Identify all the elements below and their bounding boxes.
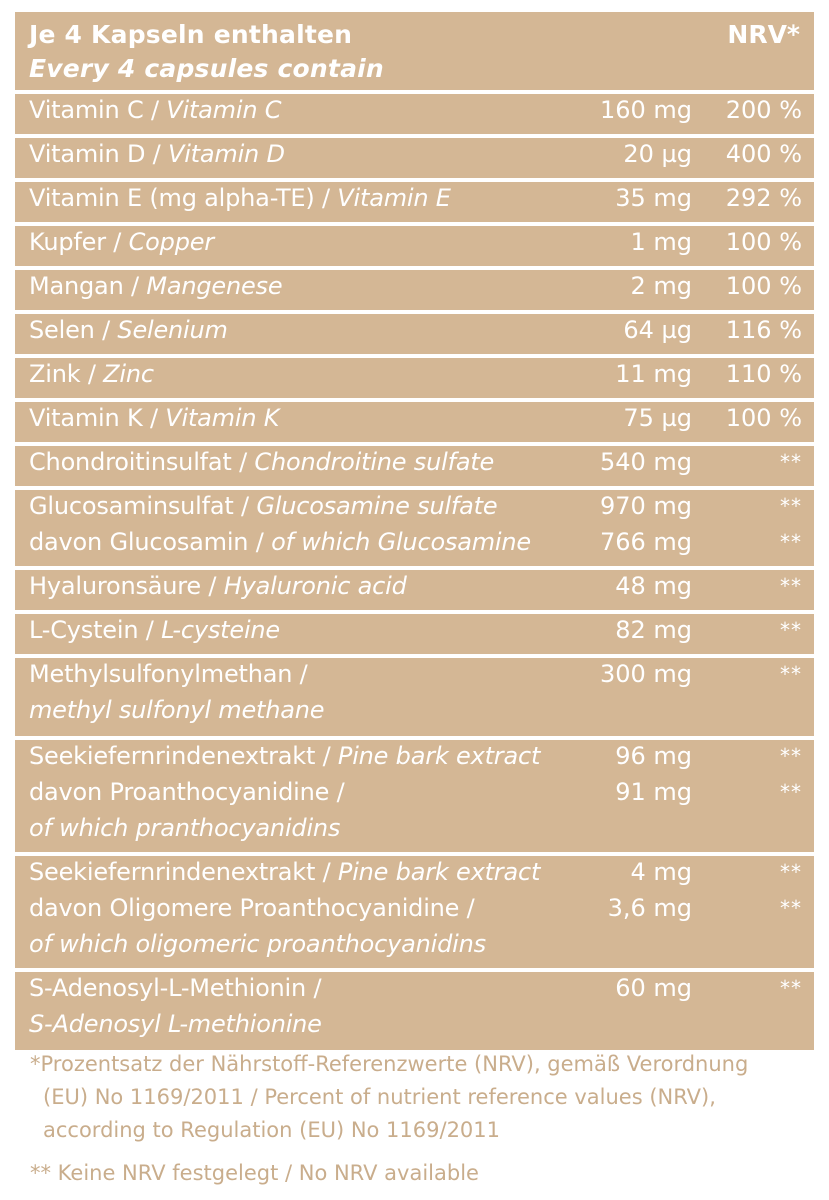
ingredient-amount: 160 mg	[599, 96, 692, 124]
ingredient-name	[29, 1010, 322, 1038]
ingredient-amount: 3,6 mg	[607, 894, 692, 922]
row-line	[15, 740, 814, 776]
name-separator: /	[143, 96, 167, 124]
table-row	[15, 856, 814, 968]
ingredient-nrv: 100 %	[725, 228, 802, 256]
ingredient-name	[29, 184, 451, 212]
name-separator: /	[231, 448, 255, 476]
ingredient-amount: 82 mg	[615, 616, 692, 644]
ingredient-nrv: 116 %	[725, 316, 802, 344]
no-nrv-footnote: ** Keine NRV festgelegt / No NRV available	[30, 1161, 479, 1185]
name-separator: /	[123, 272, 147, 300]
ingredient-amount: 300 mg	[599, 660, 692, 688]
ingredient-name-de: L-Cystein	[29, 616, 139, 644]
ingredient-name	[29, 96, 281, 124]
ingredient-name	[29, 528, 531, 556]
ingredient-nrv: **	[780, 574, 802, 598]
nrv-footnote-line-2: (EU) No 1169/2011 / Percent of nutrient reference values (NRV),	[43, 1085, 716, 1109]
row-line	[15, 658, 814, 694]
table-row	[15, 570, 814, 610]
ingredient-amount: 35 mg	[615, 184, 692, 212]
ingredient-amount: 60 mg	[615, 974, 692, 1002]
ingredient-name-en: L-cysteine	[161, 616, 280, 644]
table-row	[15, 270, 814, 310]
ingredient-name-de: Vitamin D	[29, 140, 146, 168]
table-row	[15, 614, 814, 654]
ingredient-name	[29, 814, 340, 842]
row-line	[15, 94, 814, 130]
row-line	[15, 526, 814, 562]
ingredient-nrv: **	[780, 860, 802, 884]
ingredient-amount: 75 µg	[623, 404, 692, 432]
ingredient-amount: 540 mg	[599, 448, 692, 476]
ingredient-amount: 11 mg	[615, 360, 692, 388]
ingredient-name-en: methyl sulfonyl methane	[29, 696, 325, 724]
ingredient-name	[29, 572, 407, 600]
row-line	[15, 812, 814, 848]
ingredient-name-de: Vitamin C	[29, 96, 144, 124]
ingredient-nrv: **	[780, 618, 802, 642]
row-line	[15, 402, 814, 438]
ingredient-amount: 766 mg	[599, 528, 692, 556]
row-line	[15, 928, 814, 964]
ingredient-name	[29, 448, 494, 476]
ingredient-name-en: Zinc	[103, 360, 154, 388]
row-line	[15, 490, 814, 526]
ingredient-name-en: Pine bark extract	[337, 858, 541, 886]
ingredient-name-de: Mangan	[29, 272, 124, 300]
ingredient-nrv: **	[780, 896, 802, 920]
row-line	[15, 270, 814, 306]
ingredient-nrv: 100 %	[725, 272, 802, 300]
table-row	[15, 658, 814, 736]
ingredient-name-en: Vitamin E	[337, 184, 451, 212]
ingredient-nrv: **	[780, 662, 802, 686]
row-line	[15, 446, 814, 482]
name-separator: /	[201, 572, 224, 600]
row-line	[15, 182, 814, 218]
name-separator: /	[142, 404, 166, 432]
table-body	[15, 94, 814, 1050]
ingredient-name-de: Chondroitinsulfat	[29, 448, 232, 476]
row-line	[15, 138, 814, 174]
nutrition-table	[15, 12, 814, 1054]
ingredient-amount: 4 mg	[630, 858, 692, 886]
ingredient-name-de: Hyaluronsäure	[29, 572, 201, 600]
ingredient-name	[29, 272, 282, 300]
table-row	[15, 182, 814, 222]
table-row	[15, 740, 814, 852]
name-separator: /	[138, 616, 162, 644]
ingredient-amount: 96 mg	[615, 742, 692, 770]
ingredient-name-de: Selen	[29, 316, 95, 344]
ingredient-amount: 1 mg	[630, 228, 692, 256]
table-row	[15, 94, 814, 134]
ingredient-name-de: Glucosaminsulfat	[29, 492, 234, 520]
ingredient-amount: 20 µg	[623, 140, 692, 168]
ingredient-name-en: Selenium	[117, 316, 228, 344]
ingredient-name-en: Vitamin C	[166, 96, 282, 124]
ingredient-name	[29, 894, 475, 922]
ingredient-name	[29, 858, 540, 886]
ingredient-name-en: Hyaluronic acid	[223, 572, 407, 600]
table-row	[15, 446, 814, 486]
ingredient-name-en: of which pranthocyanidins	[29, 814, 341, 842]
table-row	[15, 358, 814, 398]
ingredient-nrv: **	[780, 530, 802, 554]
ingredient-name-de: Methylsulfonylmethan /	[29, 660, 308, 688]
name-separator: /	[233, 492, 257, 520]
ingredient-nrv: **	[780, 780, 802, 804]
ingredient-name-en: Mangenese	[146, 272, 283, 300]
name-separator: /	[321, 184, 338, 212]
row-line	[15, 776, 814, 812]
ingredient-name	[29, 316, 228, 344]
ingredient-name	[29, 360, 154, 388]
header-title-de: Je 4 Kapseln enthalten	[29, 20, 353, 49]
ingredient-name	[29, 492, 497, 520]
nrv-footnote	[30, 1048, 748, 1147]
ingredient-name-de: Vitamin K	[29, 404, 143, 432]
ingredient-nrv: **	[780, 976, 802, 1000]
table-header	[15, 12, 814, 90]
ingredient-name	[29, 696, 324, 724]
ingredient-nrv: **	[780, 450, 802, 474]
ingredient-name-en: of which Glucosamine	[271, 528, 531, 556]
header-title-en: Every 4 capsules contain	[29, 54, 384, 83]
ingredient-name-en: Glucosamine sulfate	[256, 492, 498, 520]
ingredient-name	[29, 660, 308, 688]
row-line	[15, 972, 814, 1008]
ingredient-amount: 91 mg	[615, 778, 692, 806]
ingredient-nrv: 100 %	[725, 404, 802, 432]
ingredient-nrv: **	[780, 494, 802, 518]
name-separator: /	[105, 228, 129, 256]
table-row	[15, 490, 814, 566]
row-line	[15, 358, 814, 394]
ingredient-name-en: Copper	[128, 228, 214, 256]
ingredient-name	[29, 228, 214, 256]
ingredient-name-en: Vitamin D	[168, 140, 285, 168]
row-line	[15, 892, 814, 928]
ingredient-name	[29, 404, 279, 432]
ingredient-name-en: of which oligomeric proanthocyanidins	[29, 930, 486, 958]
name-separator: /	[255, 528, 272, 556]
row-line	[15, 314, 814, 350]
ingredient-name-de: Seekiefernrindenextrakt	[29, 742, 316, 770]
name-separator: /	[145, 140, 168, 168]
name-separator: /	[94, 316, 118, 344]
name-separator: /	[80, 360, 104, 388]
ingredient-nrv: 400 %	[725, 140, 802, 168]
nrv-footnote-line-3: according to Regulation (EU) No 1169/2011	[43, 1118, 501, 1142]
ingredient-name	[29, 616, 280, 644]
row-line	[15, 614, 814, 650]
row-line	[15, 1008, 814, 1044]
name-separator: /	[315, 858, 338, 886]
ingredient-amount: 2 mg	[630, 272, 692, 300]
ingredient-nrv: 200 %	[725, 96, 802, 124]
table-row	[15, 402, 814, 442]
ingredient-nrv: 292 %	[725, 184, 802, 212]
ingredient-name-en: Vitamin K	[165, 404, 280, 432]
table-row	[15, 138, 814, 178]
ingredient-nrv: **	[780, 744, 802, 768]
name-separator: /	[315, 742, 338, 770]
table-row	[15, 226, 814, 266]
ingredient-name-de: Vitamin E (mg alpha-TE)	[29, 184, 322, 212]
table-row	[15, 314, 814, 354]
nrv-footnote-line-1: *Prozentsatz der Nährstoff-Referenzwerte (NRV), gemäß Verordnung	[30, 1052, 749, 1076]
ingredient-name-de: Zink	[29, 360, 81, 388]
ingredient-name	[29, 140, 285, 168]
table-row	[15, 972, 814, 1050]
ingredient-name-de: Seekiefernrindenextrakt	[29, 858, 316, 886]
row-line	[15, 226, 814, 262]
ingredient-amount: 970 mg	[599, 492, 692, 520]
ingredient-name	[29, 778, 345, 806]
ingredient-name-de: davon Glucosamin	[29, 528, 256, 556]
row-line	[15, 570, 814, 606]
header-nrv-label: NRV*	[727, 20, 800, 49]
ingredient-name-de: davon Proanthocyanidine /	[29, 778, 345, 806]
ingredient-name-en: S-Adenosyl L-methionine	[29, 1010, 322, 1038]
ingredient-nrv: 110 %	[725, 360, 802, 388]
ingredient-name-en: Pine bark extract	[337, 742, 541, 770]
ingredient-name	[29, 742, 540, 770]
ingredient-name-en: Chondroitine sulfate	[254, 448, 495, 476]
row-line	[15, 694, 814, 730]
ingredient-amount: 48 mg	[615, 572, 692, 600]
ingredient-name-de: davon Oligomere Proanthocyanidine /	[29, 894, 475, 922]
ingredient-name-de: Kupfer	[29, 228, 106, 256]
ingredient-name	[29, 930, 486, 958]
ingredient-name-de: S-Adenosyl-L-Methionin /	[29, 974, 322, 1002]
row-line	[15, 856, 814, 892]
ingredient-amount: 64 µg	[623, 316, 692, 344]
ingredient-name	[29, 974, 321, 1002]
